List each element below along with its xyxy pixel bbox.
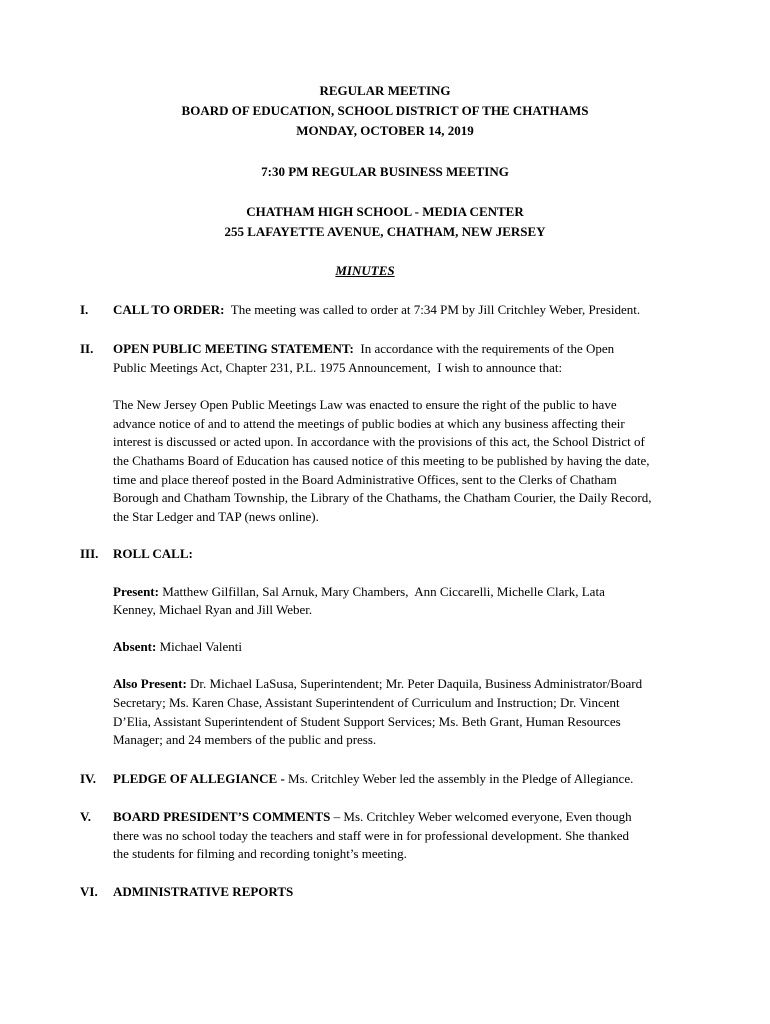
section-text: – Ms. Critchley Weber welcomed everyone, Even though [330,809,632,824]
statement-line: the Chathams Board of Education has caused notice of this meeting to be published by having the date, [113,452,650,468]
absent-label: Absent: [113,638,157,654]
section-label: ROLL CALL: [113,546,193,561]
present-names-cont: Kenney, Michael Ryan and Jill Weber. [113,602,313,618]
document-title-block [0,81,770,141]
present-label: Present: [113,583,159,599]
statement-line: advance notice of and to attend the meetings of public bodies at which any business affecting their [113,415,625,431]
absent-names: Michael Valenti [156,638,243,654]
also-present-label: Also Present: [113,676,187,692]
venue-address-heading: 255 LAFAYETTE AVENUE, CHATHAM, NEW JERSEY [224,224,546,239]
statement-line: The New Jersey Open Public Meetings Law was enacted to ensure the right of the public to have [113,397,617,413]
section-number: V. [80,809,91,824]
section-number: II. [80,341,94,356]
section-text: The meeting was called to order at 7:34 PM by Jill Critchley Weber, President. [224,302,641,317]
also-present-cont: D’Elia, Assistant Superintendent of Student Support Services; Ms. Beth Grant, Human Resources [113,713,621,729]
section-intro-line: Public Meetings Act, Chapter 231, P.L. 1975 Announcement, I wish to announce that: [113,359,563,375]
meeting-date-heading: MONDAY, OCTOBER 14, 2019 [296,123,474,138]
venue-block [0,202,770,242]
meeting-type-heading: REGULAR MEETING [319,83,451,98]
statement-line: Borough and Chatham Township, the Library of the Chathams, the Chatham Courier, the Daily Record, [113,490,652,506]
meeting-time-block [0,162,770,182]
board-name-heading: BOARD OF EDUCATION, SCHOOL DISTRICT OF THE CHATHAMS [181,103,589,118]
section-text-cont: there was no school today the teachers and staff were in for professional development. She thanked [113,827,629,843]
statement-line: the Star Ledger and TAP (news online). [113,508,319,524]
venue-name-heading: CHATHAM HIGH SCHOOL - MEDIA CENTER [246,204,524,219]
present-names: Matthew Gilfillan, Sal Arnuk, Mary Chambers, Ann Ciccarelli, Michelle Clark, Lata [158,583,605,599]
absent-line [113,638,688,657]
section-label: OPEN PUBLIC MEETING STATEMENT: [113,341,354,356]
section-label: CALL TO ORDER: [113,302,225,317]
meeting-time-heading: 7:30 PM REGULAR BUSINESS MEETING [261,164,509,179]
also-present-cont: Manager; and 24 members of the public and press. [113,732,377,748]
section-label: BOARD PRESIDENT’S COMMENTS [113,809,331,824]
statement-line: time and place thereof posted in the Board Administrative Offices, sent to the Clerks of Chatham [113,471,617,487]
also-present-names: Dr. Michael LaSusa, Superintendent; Mr. Peter Daquila, Business Administrator/Board [186,676,643,692]
statement-line: interest is discussed or acted upon. In accordance with the provisions of this act, the School District of [113,434,645,450]
section-number: III. [80,546,99,561]
section-text-cont: the students for filming and recording tonight’s meeting. [113,846,407,862]
minutes-heading: MINUTES [335,263,395,278]
section-label: PLEDGE OF ALLEGIANCE - [113,771,289,786]
section-number: VI. [80,884,98,899]
present-line [113,583,688,602]
section-intro-line: In accordance with the requirements of the Open [353,341,615,356]
section-number: I. [80,302,89,317]
section-number: IV. [80,771,97,786]
section-label: ADMINISTRATIVE REPORTS [113,884,294,899]
also-present-cont: Secretary; Ms. Karen Chase, Assistant Superintendent of Curriculum and Instruction; Dr. Vincent [113,694,620,710]
also-present-line [113,675,688,694]
section-text: Ms. Critchley Weber led the assembly in the Pledge of Allegiance. [288,771,634,786]
